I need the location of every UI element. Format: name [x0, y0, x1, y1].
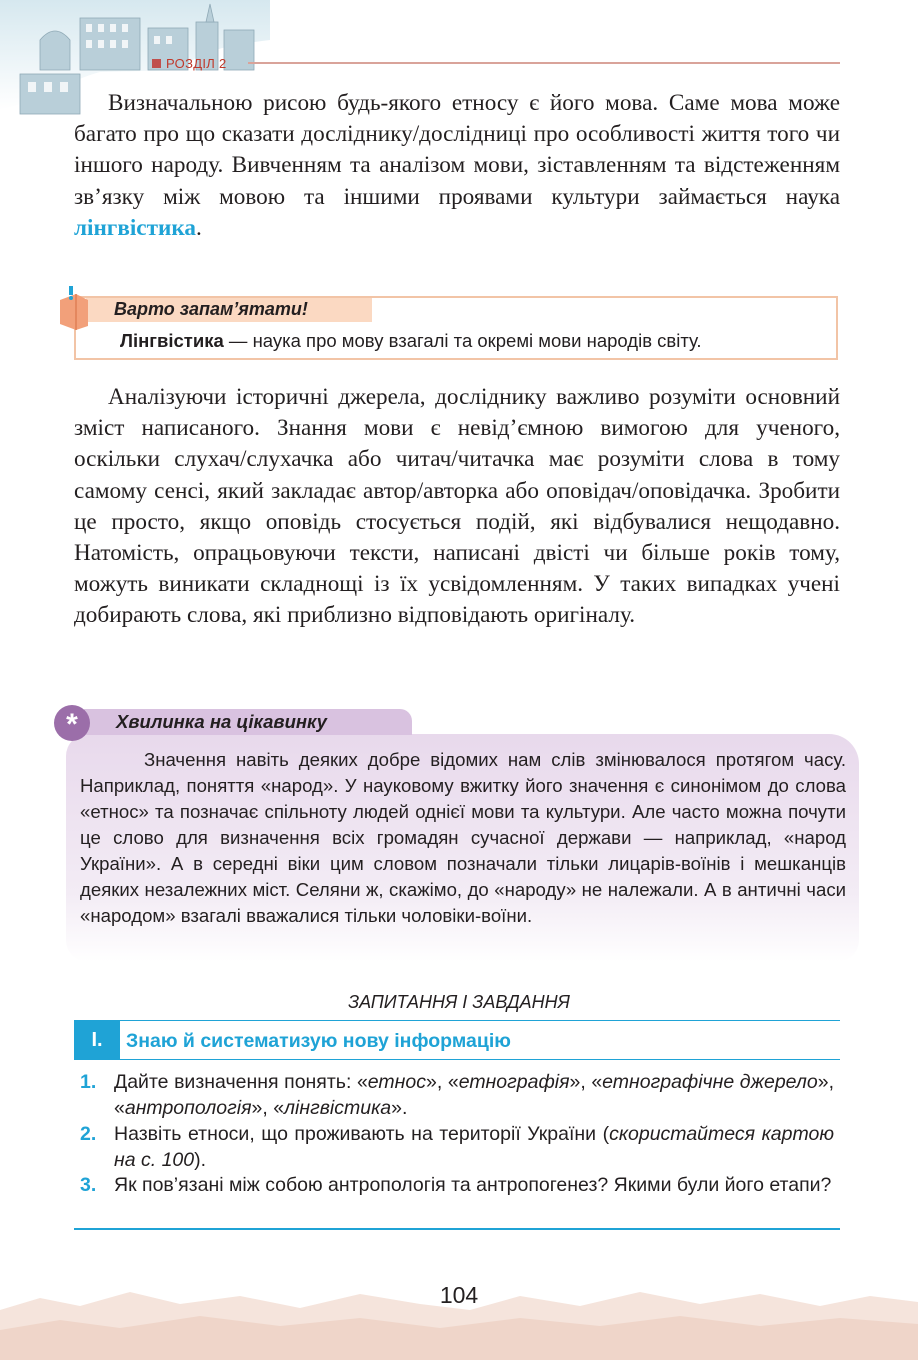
question-number: 3.	[80, 1174, 97, 1196]
question-text-part: Дайте визначення понять: «	[114, 1071, 368, 1093]
intro-paragraph-text: Визначальною рисою будь-якого етносу є його мова. Саме мова може багато про що сказати досліднику/дослідниці про особливості життя того чи іншого народу. Вивченням та аналізом мови, зіставленням та відстеженням зв’язку між мовою та іншими проявами культури займається наука	[74, 90, 840, 210]
question-text-part: ».	[391, 1097, 408, 1119]
question-text	[114, 1069, 834, 1121]
question-term: лінгвістика	[284, 1097, 392, 1119]
header-divider	[248, 62, 840, 64]
fact-text	[80, 747, 846, 929]
exclamation-book-icon	[56, 286, 92, 330]
questions-section-number: I.	[74, 1021, 120, 1059]
question-item-3	[80, 1172, 834, 1198]
question-text-part: », «	[251, 1097, 285, 1119]
sources-paragraph	[74, 382, 840, 632]
question-term: етнографія	[458, 1071, 570, 1093]
page-number: 104	[439, 1282, 479, 1308]
remember-definition-text: — наука про мову взагалі та окремі мови народів світу.	[223, 330, 702, 351]
section-square-icon	[152, 59, 161, 68]
question-text-part: Назвіть етноси, що проживають на території України (	[114, 1123, 610, 1145]
remember-term: Лінгвістика	[120, 330, 224, 351]
fact-title: Хвилинка на цікавинку	[116, 711, 327, 732]
question-number: 1.	[80, 1071, 97, 1093]
sources-paragraph-text: Аналізуючи історичні джерела, досліднику важливо розуміти основний зміст написаного. Знання мови є невід’ємною вимогою для ученого, оскільки слухач/слухачка або читач/читачка має розуміти слова в тому самому сенсі, який закладає автор/авторка або оповідач/оповідачка. Зробити це просто, якщо оповідь стосується подій, які відбувалися нещодавно. Натомість, опрацьовуючи тексти, написані двісті чи більше років тому, можуть виникати складнощі із їх усвідомленням. У таких випадках учені добирають слова, які приблизно відповідають оригіналу.	[74, 384, 840, 629]
question-text-part: ).	[194, 1149, 207, 1171]
question-term: антропологія	[124, 1097, 252, 1119]
question-text-part: », «	[426, 1071, 459, 1093]
question-term: етнографічне джерело	[602, 1071, 818, 1093]
question-text-part: », «	[569, 1071, 603, 1093]
question-text	[114, 1121, 834, 1173]
remember-definition	[120, 330, 702, 352]
intro-paragraph	[74, 88, 840, 244]
questions-bottom-divider	[74, 1228, 840, 1230]
questions-heading: ЗАПИТАННЯ І ЗАВДАННЯ	[348, 992, 570, 1012]
section-label-text: РОЗДІЛ 2	[166, 55, 227, 71]
term-linguistics-link: лінгвістика	[74, 214, 196, 241]
question-text-part: », «	[114, 1071, 834, 1119]
remember-title: Варто запам’ятати!	[114, 299, 308, 319]
questions-section-title: Знаю й систематизую нову інформацію	[126, 1030, 511, 1052]
intro-paragraph-end: .	[195, 214, 202, 241]
question-item-1	[80, 1069, 834, 1121]
fact-text-body: Значення навіть деяких добре відомих нам слів змінювалося протягом часу. Наприклад, поняття «народ». У науковому вжитку його значення є синонімом до слова «етнос» та позначає спільноту людей однієї мови та культури. Але часто можна почути це слово для визначення всіх громадян сучасної держави — наприклад, «народ України». А в середні віки цим словом позначали тільки лицарів-воїнів і мешканців деяких незалежних міст. Селяни ж, скажімо, до «народу» не належали. А в античні часи «народом» взагалі вважалися тільки чоловіки-воїни.	[80, 749, 846, 926]
question-text-part: Як пов’язані між собою антропологія та антропогенез? Якими були його етапи?	[114, 1174, 832, 1196]
asterisk-icon: *	[54, 705, 90, 741]
question-term: скористайтеся картою на с. 100	[114, 1123, 834, 1171]
question-item-2	[80, 1121, 834, 1173]
section-label	[152, 55, 227, 71]
question-number: 2.	[80, 1123, 97, 1145]
question-term: етнос	[367, 1071, 426, 1093]
question-text	[114, 1172, 834, 1198]
